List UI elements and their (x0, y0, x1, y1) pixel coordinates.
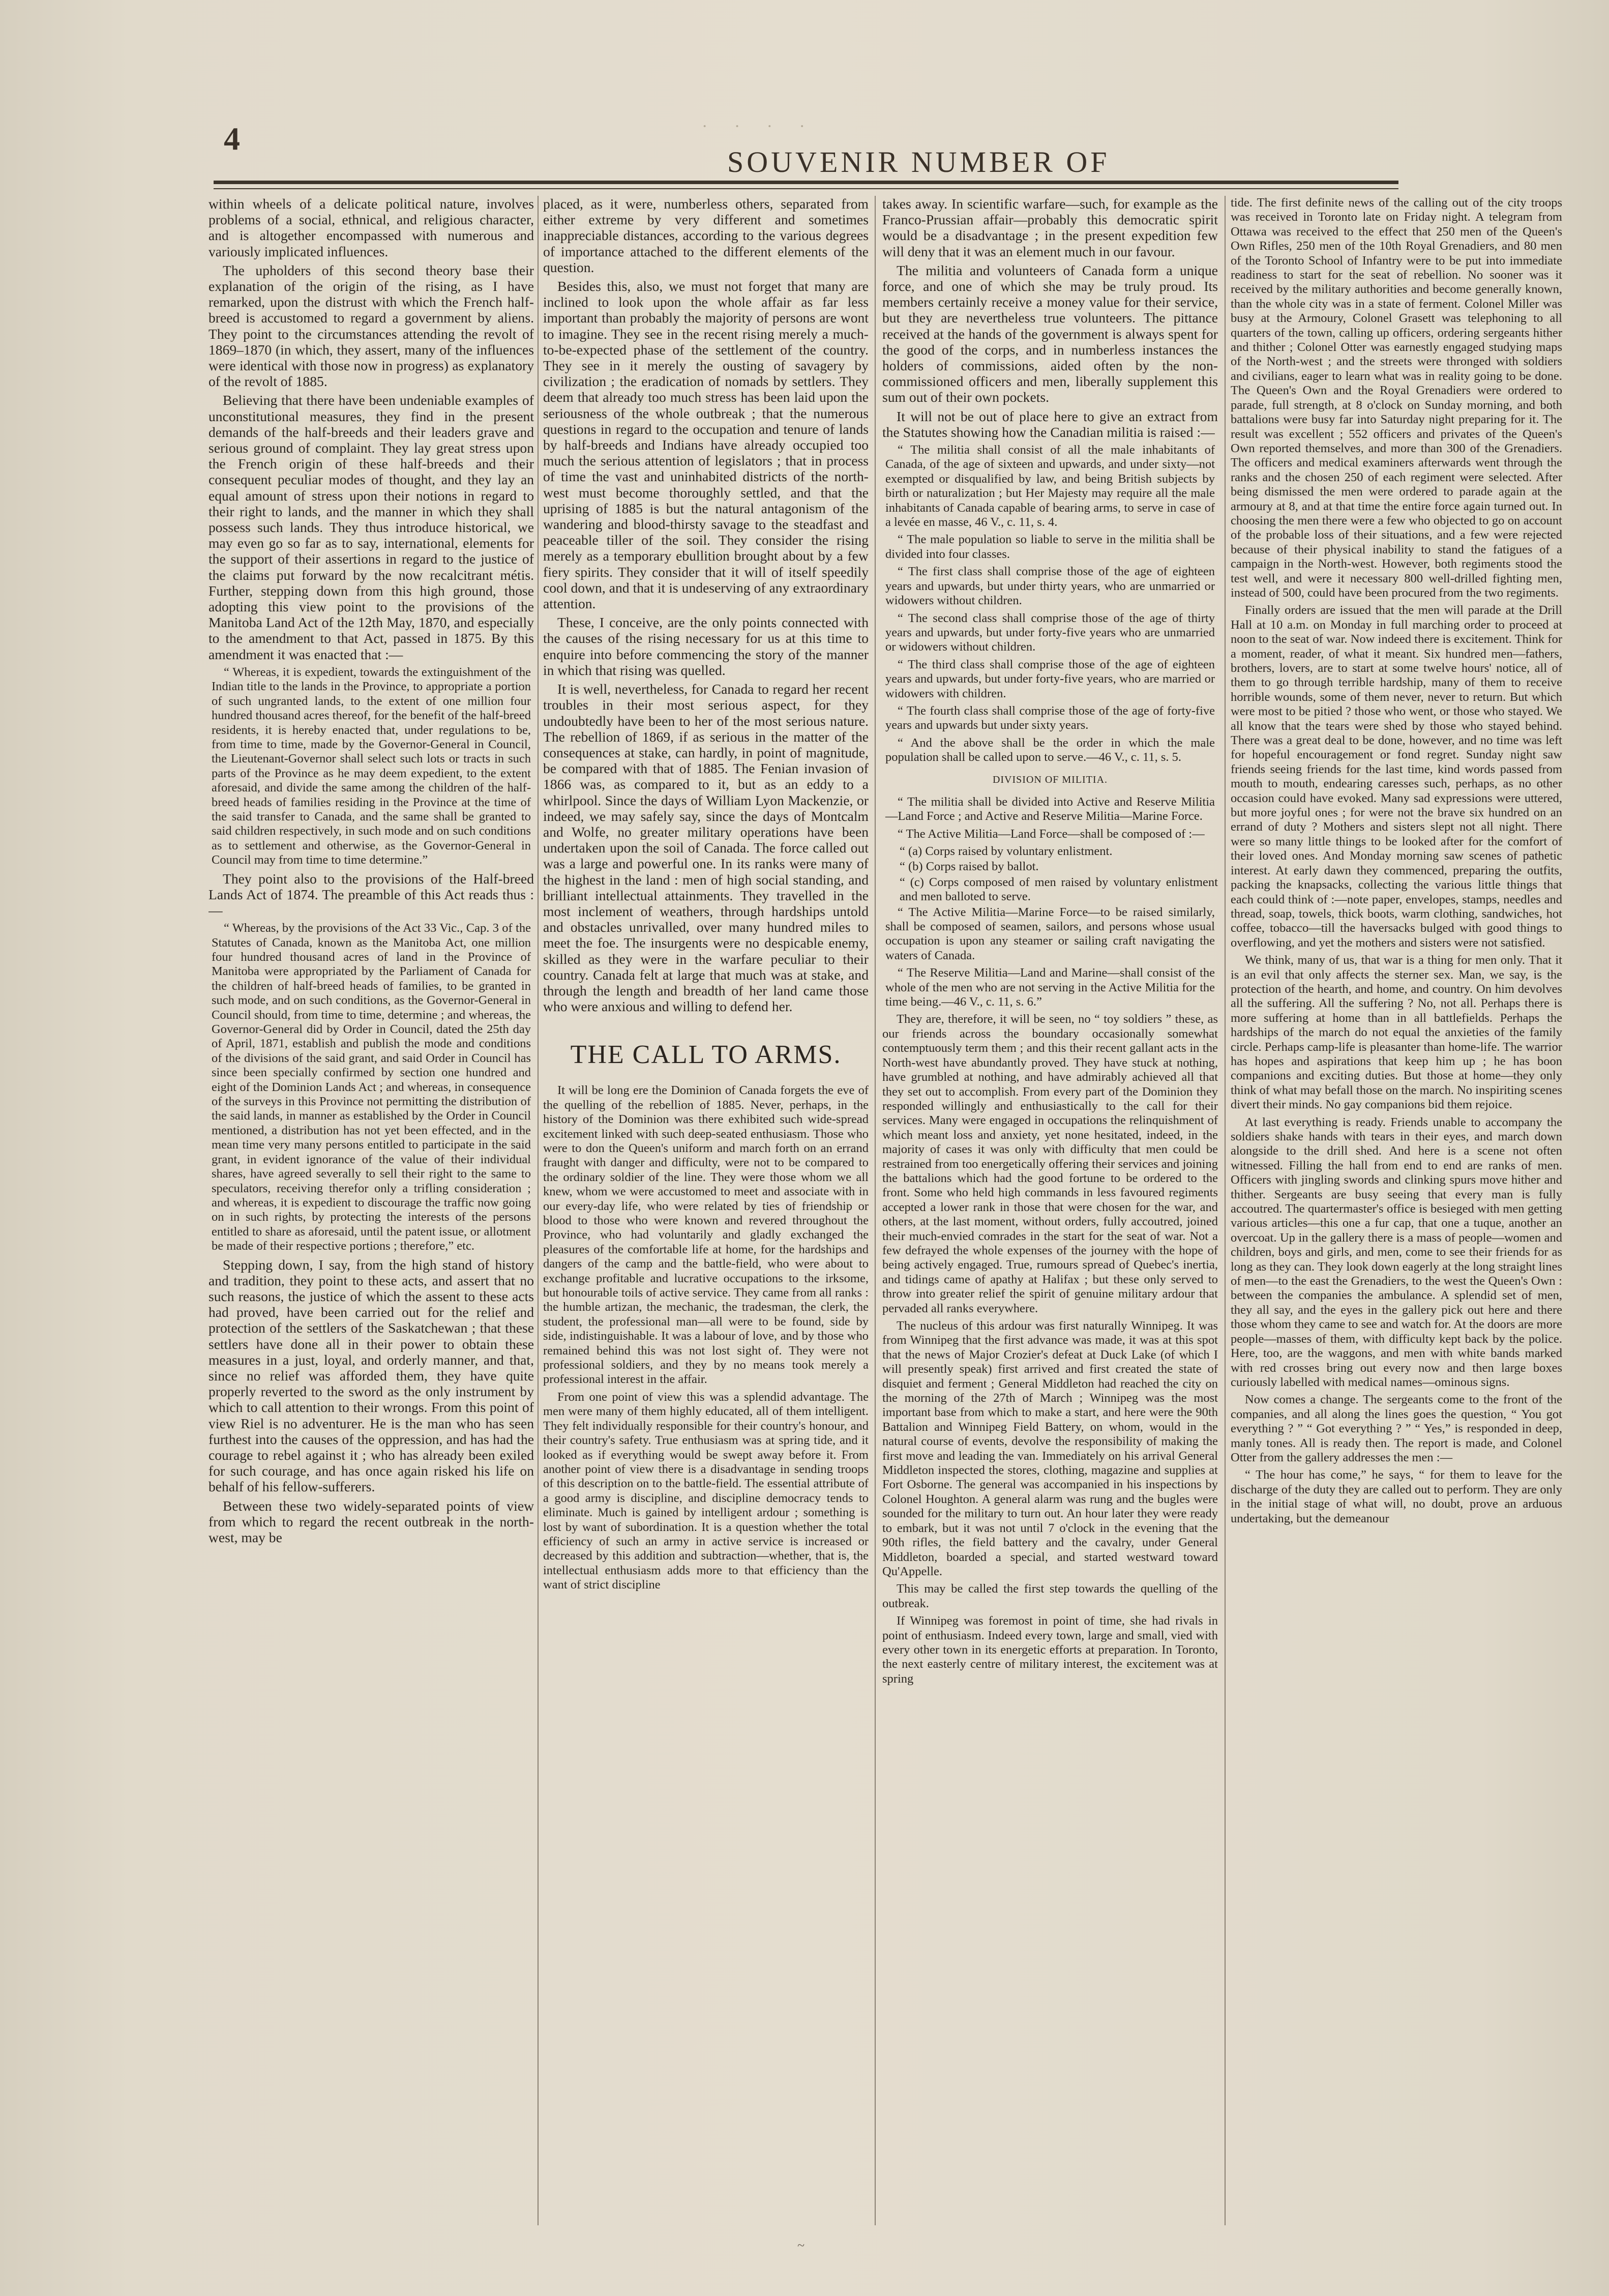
paragraph: It is well, nevertheless, for Canada to regard her recent troubles in their most serious aspect, for they undoubtedly have been to her of the most serious nature. The rebellion of 1869, if as serious in the matter of the consequences at stake, can hardly, in point of magnitude, be compared with that of 1885. The Fenian invasion of 1866 was, as compared to it, but as an eddy to a whirlpool. Since the days of William Lyon Mackenzie, or indeed, we may safely say, since the days of Montcalm and Wolfe, no greater military operations have been undertaken upon the soil of Canada. The force called out was a large and powerful one. In its ranks were many of the highest in the land : men of high social standing, and brilliant intellectual attainments. They travelled in the most inclement of weathers, through hardships untold and obstacles unrivalled, over many hundred miles to meet the foe. The insurgents were no despicable enemy, skilled as they were in the warfare peculiar to their country. Canada felt at large that much was at stake, and through the length and breadth of her land came those who were anxious and willing to defend her. (543, 681, 869, 1015)
quoted-statute: “ The fourth class shall comprise those of the age of forty-five years and upwards but under sixty years. (885, 703, 1215, 732)
paragraph: This may be called the first step towards the quelling of the outbreak. (882, 1582, 1218, 1610)
paragraph: The upholders of this second theory base their explanation of the origin of the rising, as I have remarked, upon the distrust with which the French half-breed is accustomed to regard a government by aliens. They point to the circumstances attending the revolt of 1869–1870 (in which, they assert, many of the influences were identical with those now in progress) as explanatory of the revolt of 1885. (208, 262, 534, 390)
paragraph: If Winnipeg was foremost in point of time, she had rivals in point of enthusiasm. Indeed every town, large and small, vied with every other town in its energetic efforts at preparation. In Toronto, the next easterly centre of military interest, the excitement was at spring (882, 1614, 1218, 1686)
header-rule-thick (214, 181, 1398, 184)
paragraph: These, I conceive, are the only points connected with the causes of the rising necessary for us at this time to enquire into before commencing the story of the manner in which that rising was quelled. (543, 614, 869, 678)
paragraph: It will not be out of place here to give an extract from the Statutes showing how the Canadian militia is raised :— (882, 408, 1218, 440)
quoted-statute: “ The Active Militia—Marine Force—to be raised similarly, shall be composed of seamen, sailors, and persons whose usual occupation is upon any steamer or sailing craft navigating the waters of Canada. (885, 905, 1215, 962)
quoted-statute: “ The third class shall comprise those of the age of eighteen years and upwards, but under forty-five years, who are married or widowers with children. (885, 657, 1215, 700)
paragraph: Now comes a change. The sergeants come to the front of the companies, and all along the lines goes the question, “ You got everything ? ” “ Got everything ? ” “ Yes,” is responded in deep, manly tones. All is ready then. The report is made, and Colonel Otter from the gallery addresses the men :— (1231, 1393, 1562, 1464)
paragraph: The nucleus of this ardour was first naturally Winnipeg. It was from Winnipeg that the first advance was made, it was at this spot that the news of Major Crozier's defeat at Duck Lake (of which I will presently speak) first arrived and first created the state of disquiet and ferment ; General Middleton had reached the city on the morning of the 27th of March ; Winnipeg was the most important base from which to make a start, and here were the 90th Battalion and Winnipeg Field Battery, on whom, would in the natural course of events, devolve the responsibility of making the first move and leading the van. Immediately on his arrival General Middleton inspected the stores, clothing, magazine and supplies at Fort Osborne. The general was accompanied in his inspections by Colonel Houghton. A general alarm was rung and the bugles were sounded for the military to turn out. An hour later they were ready to embark, but it was not until 7 o'clock in the evening that the 90th rifles, the field battery and the cavalry, under General Middleton, boarded a special, and started westward toward Qu'Appelle. (882, 1319, 1218, 1578)
paragraph: Besides this, also, we must not forget that many are inclined to look upon the whole affair as far less important than probably the majority of persons are wont to imagine. They see in the recent rising merely a much-to-be-expected phase of the settlement of the country. They see in it merely the ousting of savagery by civilization ; the eradication of nomads by settlers. They deem that already too much stress has been laid upon the seriousness of the whole outbreak ; that the numerous questions in regard to the occupation and tenure of lands by half-breeds and Indians have already occupied too much the serious attention of legislators ; that in process of time the vast and uninhabited districts of the north-west must become thoroughly settled, and that the uprising of 1885 is but the natural antagonism of the wandering and blood-thirsty savage to the steadfast and peaceable tiller of the soil. They consider the rising merely as a temporary ebullition brought about by a few fiery spirits. They consider that it will of itself speedily cool down, and that it is undeserving of any extraordinary attention. (543, 278, 869, 612)
header-rule-thin (214, 188, 1398, 189)
paragraph: From one point of view this was a splendid advantage. The men were many of them highly educated, all of them intelligent. They felt individually responsible for their country's honour, and their country's safety. True enthusiasm was at spring tide, and it looked as if everything would be swept away before it. From another point of view there is a disadvantage in sending troops of this description on to the battle-field. The essential attribute of a good army is discipline, and discipline democracy tends to eliminate. Much is gained by intelligent ardour ; something is lost by want of subordination. It is a question whether the total efficiency of such an army in active service is increased or decreased by this addition and subtraction—whether, that is, the intellectual enthusiasm adds more to that efficiency than the want of strict discipline (543, 1390, 869, 1592)
section-heading: THE CALL TO ARMS. (570, 1040, 842, 1070)
paragraph: Believing that there have been undeniable examples of unconstitutional measures, they find in the present demands of the half-breeds and their leaders grave and serious ground of complaint. They lay great stress upon the French origin of these half-breeds and their consequent peculiar modes of thought, and they lay an equal amount of stress upon their notions in regard to their right to lands, and the manner in which they shall possess such lands. They thus introduce historical, we may even go so far as to say, international, elements for the support of their assertions in regard to the justice of the claims put forward by the now recalcitrant métis. Further, stepping down from this high ground, those adopting this view point to the provisions of the Manitoba Land Act of the 12th May, 1870, and especially to the amendment to that Act, passed in 1875. By this amendment it was enacted that :— (208, 392, 534, 662)
quoted-statute: “ The second class shall comprise those of the age of thirty years and upwards, but under forty-five years who are unmarried or widowers without children. (885, 611, 1215, 654)
paragraph: Finally orders are issued that the men will parade at the Drill Hall at 10 a.m. on Monday in full marching order to proceed at noon to the seat of war. Now indeed there is excitement. Think for a moment, reader, of what it meant. Six hundred men—fathers, brothers, lovers, are to start at some twelve hours' notice, all of them to go through terrible hardship, many of them to receive horrible wounds, some of them never, never to return. But which were most to be pitied ? those who went, or those who stayed. We all know that the tears were shed by those who stayed behind. There was a great deal to be done, however, and no time was left for hopeful encouragement or fond regret. Sunday night saw friends seeing friends for the last time, kind words passed from mouth to mouth, endearing caresses such, perhaps, as no other occasion could have evoked. Many sad expressions were uttered, but more joyful ones ; for were not the brave six hundred on an errand of duty ? Mothers and sisters slept not all night. There were so many little things to be looked after for the comfort of their loved ones. And Monday morning saw scenes of pathetic interest. At early dawn they commenced, preparing the outfits, packing the knapsacks, collecting the various little things that each could think of :—note paper, envelopes, stamps, needles and thread, soap, towels, thick boots, warm clothing, sandwiches, hot coffee, tobacco—till the haversacks bulged with good things to overflowing, and yet the mothers and sisters were not satisfied. (1231, 603, 1562, 950)
quoted-statute: “ The Active Militia—Land Force—shall be composed of :— (898, 827, 1205, 841)
quoted-statute: “ The militia shall consist of all the male inhabitants of Canada, of the age of sixteen and upwards, and under sixty—not exempted or disqualified by law, and being British subjects by birth or naturalization ; but Her Majesty may require all the male inhabitants of Canada capable of bearing arms, to serve in case of a levée en masse, 46 V., c. 11, s. 4. (885, 443, 1215, 529)
text-column-1 (208, 196, 534, 2225)
paragraph: We think, many of us, that war is a thing for men only. That it is an evil that only affects the sterner sex. Man, we say, is the protection of the hearth, and home, and country. On him devolves all the suffering. All the suffering ? No, not all. Perhaps there is more suffering at home than in all battlefields. Perhaps the hardships of the march do not equal the anxieties of the family circle. Perhaps camp-life is pleasanter than home-life. The warrior has hopes and aspirations that keep him up ; he has boon companions and exciting duties. But those at home—they only think of what may befall those on the march. No inspiriting scenes divert their minds. No gay companions bid them rejoice. (1231, 953, 1562, 1112)
column-divider (1225, 196, 1226, 2225)
page-number: 4 (224, 121, 240, 157)
paragraph: “ The hour has come,” he says, “ for them to leave for the discharge of the duty they are called out to perform. They are only in the initial stage of what will, no doubt, prove an arduous undertaking, but the demeanour (1231, 1468, 1562, 1525)
paragraph: It will be long ere the Dominion of Canada forgets the eve of the quelling of the rebellion of 1885. Never, perhaps, in the history of the Dominion was there exhibited such wide-spread excitement linked with such deep-seated enthusiasm. Those who were to don the Queen's uniform and march forth on an errand fraught with danger and difficulty, were not to be compared to the ordinary soldier of the line. They were those whom we all knew, whom we were accustomed to meet and associate with in our every-day life, who were related by ties of friendship or blood to those who were known and revered throughout the Province, who had voluntarily and gladly exchanged the pleasures of the comfortable life at home, for the hardships and dangers of the camp and the battle-field, who were about to exchange profitable and lucrative occupations to the irksome, but honourable toils of active service. They came from all ranks : the humble artizan, the mechanic, the tradesman, the clerk, the student, the professional man—all were to be found, side by side, indistinguishable. It was a labour of love, and by those who remained behind this was not lost sight of. They were not professional soldiers, and they by no means took merely a professional interest in the affair. (543, 1083, 869, 1387)
quoted-statute: “ The first class shall comprise those of the age of eighteen years and upwards, but under thirty years, who are unmarried or widowers without children. (885, 565, 1215, 608)
paragraph: tide. The first definite news of the calling out of the city troops was received in Toronto late on Friday night. A telegram from Ottawa was received to the effect that 250 men of the Queen's Own Rifles, 250 men of the 10th Royal Grenadiers, and 80 men of the Toronto School of Infantry were to be put into immediate readiness to start for the seat of rebellion. No sooner was it received by the military authorities and become generally known, than the whole city was in a state of ferment. Colonel Miller was busy at the Armoury, Colonel Grasett was telephoning to all quarters of the town, calling up officers, ordering sergeants hither and thither ; Colonel Otter was earnestly engaged studying maps of the North-west ; and the streets were thronged with soldiers and civilians, eager to learn what was in reality going to be done. The Queen's Own and the Royal Grenadiers were ordered to parade, full strength, at 8 o'clock on Sunday morning, and both battalions were busy far into Saturday night preparing for it. The result was excellent ; 552 officers and privates of the Queen's Own reported themselves, and more than 300 of the Grenadiers. The officers and medical examiners afterwards went through the ranks and the chosen 250 of each regiment were selected. After being dismissed the men were ordered to parade again at the armoury at 8, and at that time the entire force again turned out. In choosing the men there were a few who objected to go on account of the probable loss of their situations, and a few were rejected because of their physical inability to stand the fatigues of a campaign in the North-west. However, both regiments stood the test well, and were it necessary 800 well-drilled fighting men, instead of 500, could have been procured from the two regiments. (1231, 196, 1562, 600)
list-item: “ (a) Corps raised by voluntary enlistment. (900, 844, 1113, 858)
running-header-title: SOUVENIR NUMBER OF (727, 145, 1110, 179)
sub-heading: DIVISION OF MILITIA. (992, 774, 1108, 785)
text-column-4 (1231, 196, 1562, 2225)
paragraph: takes away. In scientific warfare—such, for example as the Franco-Prussian affair—probably this democratic spirit would be a disadvantage ; in the present expedition few will deny that it was an element much in our favour. (882, 196, 1218, 259)
quoted-statute: “ Whereas, it is expedient, towards the extinguishment of the Indian title to the lands in the Province, to appropriate a portion of such ungranted lands, to the extent of one million four hundred thousand acres thereof, for the benefit of the half-breed residents, it is hereby enacted that, under regulations to be, from time to time, made by the Governor-General in Council, the Lieutenant-Governor shall select such lots or tracts in such parts of the Province as he may deem expedient, to the extent aforesaid, and divide the same among the children of the half-breed heads of families residing in the Province at the time of the said transfer to Canada, and the same shall be granted to said children respectively, in such mode and on such conditions as to settlement and otherwise, as the Governor-General in Council may from time to time determine.” (212, 665, 531, 867)
paragraph: They point also to the provisions of the Half-breed Lands Act of 1874. The preamble of this Act reads thus :— (208, 870, 534, 918)
paragraph: placed, as it were, numberless others, separated from either extreme by very different and sometimes inappreciable distances, according to the various degrees of importance attached to the different elements of the question. (543, 196, 869, 275)
text-column-2 (543, 196, 869, 2225)
faint-header-text: · · · · (702, 117, 816, 136)
list-item: “ (c) Corps composed of men raised by voluntary enlistment and men balloted to serve. (900, 875, 1218, 904)
paragraph: Between these two widely-separated points of view from which to regard the recent outbreak in the north-west, may be (208, 1497, 534, 1545)
quoted-statute: “ And the above shall be the order in which the male population shall be called upon to serve.—46 V., c. 11, s. 5. (885, 735, 1215, 764)
paragraph: The militia and volunteers of Canada form a unique force, and one of which she may be truly proud. Its members certainly receive a money value for their service, but they are nevertheless true volunteers. The pittance received at the hands of the government is always spent for the good of the corps, and in numberless instances the holders of commissions, aided often by the non-commissioned officers and men, liberally supplement this sum out of their own pockets. (882, 262, 1218, 405)
footer-mark: ~ (797, 2238, 805, 2253)
paragraph: within wheels of a delicate political nature, involves problems of a social, ethnical, and religious character, and is altogether encompassed with numerous and variously implicated influences. (208, 196, 534, 259)
column-divider (875, 196, 876, 2225)
quoted-statute: “ Whereas, by the provisions of the Act 33 Vic., Cap. 3 of the Statutes of Canada, known as the Manitoba Act, one million four hundred thousand acres of land in the Province of Manitoba were appropriated by the Parliament of Canada for the children of half-breed heads of families, to be granted in such mode, and on such conditions, as the Governor-General in Council should, from time to time, determine ; and whereas, the Governor-General did by Order in Council, dated the 25th day of April, 1871, establish and publish the mode and conditions of the divisions of the said grant, and said Order in Council has since been specially confirmed by section one hundred and eight of the Dominion Lands Act ; and whereas, in consequence of the surveys in this Province not permitting the distribution of the said lands, in manner as established by the Order in Council mentioned, a distribution has not yet been effected, and in the mean time very many persons entitled to participate in the said grant, in evident ignorance of the value of their individual shares, have agreed severally to sell their right to the same to speculators, receiving therefor only a trifling consideration ; and whereas, it is expedient to discourage the traffic now going on in such rights, by protecting the interests of the persons entitled to share as aforesaid, until the patent issue, or allotment be made of their respective portions ; therefore,” etc. (212, 921, 531, 1253)
paragraph: At last everything is ready. Friends unable to accompany the soldiers shake hands with tears in their eyes, and march down alongside to the drill shed. And here is a scene not often witnessed. Filling the hall from end to end are ranks of men. Officers with jingling swords and clinking spurs move hither and thither. Sergeants are busy seeing that every man is fully accoutred. The quartermaster's office is besieged with men getting various articles—this one a fur cap, that one a tuque, another an overcoat. Up in the gallery there is a mass of people—women and children, boys and girls, and men, come to see their friends for as long as they can. They look down eagerly at the long straight lines of men—to the east the Grenadiers, to the west the Queen's Own : between the companies the ambulance. A splendid set of men, they all say, and the eyes in the gallery pick out here and there those whom they came to see and watch for. At the doors are more people—masses of them, with difficulty kept back by the police. Here, too, are the waggons, and men with white bands marked with red crosses bring out every now and then large boxes curiously labelled with medical names—ominous signs. (1231, 1115, 1562, 1389)
column-divider (538, 196, 539, 2225)
quoted-statute: “ The militia shall be divided into Active and Reserve Militia—Land Force ; and Active and Reserve Militia—Marine Force. (885, 794, 1215, 823)
quoted-statute: “ The male population so liable to serve in the militia shall be divided into four classes. (885, 533, 1215, 561)
paragraph: They are, therefore, it will be seen, no “ toy soldiers ” these, as our friends across the boundary occasionally somewhat contemptuously term them ; and this their recent gallant acts in the North-west have abundantly proved. They have stuck at nothing, have grumbled at nothing, and have admirably achieved all that they set out to accomplish. From every part of the Dominion they responded willingly and enthusiastically to the call for their services. Many were engaged in occupations the relinquishment of which meant loss and anxiety, yet none hesitated, indeed, in the majority of cases it was only with difficulty that men could be restrained from too energetically offering their services and joining the battalions which had the good fortune to be ordered to the front. Some who held high commands in less favoured regiments accepted a lower rank in those that were chosen for the war, and others, at the last moment, without orders, fully accoutred, joined their much-envied comrades in the start for the seat of war. Not a few defrayed the whole expenses of the journey with the hope of being actively engaged. True, rumours spread of Quebec's inertia, and tidings came of apathy at Halifax ; but these only served to throw into greater relief the spirit of genuine military ardour that pervaded all ranks everywhere. (882, 1012, 1218, 1315)
list-item: “ (b) Corps raised by ballot. (900, 860, 1039, 874)
text-column-3 (882, 196, 1218, 2225)
paragraph: Stepping down, I say, from the high stand of history and tradition, they point to these acts, and assert that no such reasons, the justice of which the assent to these acts had proved, have been carried out for the relief and protection of the settlers of the Saskatchewan ; that these settlers have done all in their power to obtain these measures in a just, loyal, and orderly manner, and that, since no relief was afforded them, they have quite properly reverted to the sword as the only instrument by which to call attention to their wrongs. From this point of view Riel is no adventurer. He is the man who has seen furthest into the causes of the oppression, and has had the courage to rebel against it ; who has already been exiled for such courage, and has once again risked his life on behalf of his fellow-sufferers. (208, 1256, 534, 1495)
quoted-statute: “ The Reserve Militia—Land and Marine—shall consist of the whole of the men who are not serving in the Active Militia for the time being.—46 V., c. 11, s. 6.” (885, 966, 1215, 1009)
